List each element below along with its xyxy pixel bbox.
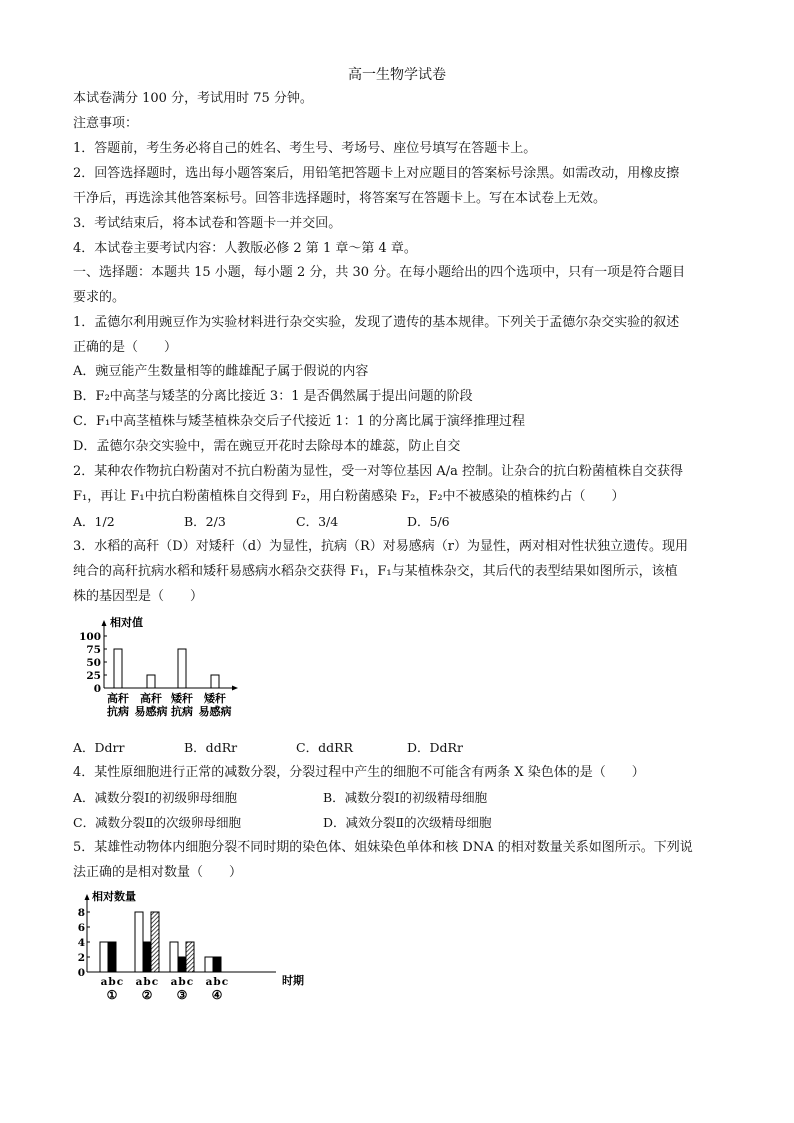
chart2-series-label: b (178, 976, 186, 988)
chart2-bar (205, 957, 213, 972)
chart2-series-label: b (213, 976, 221, 988)
q2-option-a: A．1/2 (73, 514, 115, 529)
q4-option-c: C．减数分裂Ⅱ的次级卵母细胞 (73, 815, 242, 830)
chart1-bar (211, 675, 219, 688)
chart1-x-arrow (232, 686, 238, 691)
chart1-bar (114, 649, 122, 688)
q1-option-a: A．豌豆能产生数量相等的雌雄配子属于假说的内容 (73, 364, 369, 379)
q2-options (73, 513, 450, 531)
q3-stem-line3: 株的基因型是（ ） (73, 589, 204, 604)
chart2-ytick-label: 0 (77, 967, 85, 979)
q5-stem-line2: 法正确的是相对数量（ ） (73, 865, 243, 880)
q3-stem-line2: 纯合的高秆抗病水稻和矮秆易感病水稻杂交获得 F₁，F₁与某植株杂交，其后代的表型结果如图所示，该植 (73, 564, 678, 579)
q3-option-a: A．Ddrr (73, 740, 125, 755)
q2-stem-line1: 2．某种农作物抗白粉菌对不抗白粉菌为显性，受一对等位基因 A/a 控制。让杂合的抗白粉菌植株自交获得 (73, 464, 684, 479)
q2-option-b: B．2/3 (184, 514, 226, 529)
q3-stem-line1: 3．水稻的高秆（D）对矮秆（d）为显性，抗病（R）对易感病（r）为显性，两对相对性状独立遗传。现用 (73, 539, 689, 554)
notice-4: 4．本试卷主要考试内容：人教版必修 2 第 1 章～第 4 章。 (73, 241, 417, 256)
q1-stem-line2: 正确的是（ ） (73, 340, 178, 355)
section-header-line2: 要求的。 (73, 290, 126, 305)
chart2-ytick-label: 6 (77, 922, 85, 934)
notice-2-line2: 干净后，再选涂其他答案标号。回答非选择题时，将答案写在答题卡上。写在本试卷上无效。 (73, 191, 607, 206)
chart1-ytick-label: 25 (86, 670, 101, 682)
chart2-bar (178, 957, 186, 972)
chart2-series-label: a (205, 976, 213, 988)
chart2-series-label: b (108, 976, 116, 988)
q1-option-d: D．孟德尔杂交实验中，需在豌豆开花时去除母本的雄蕊，防止自交 (73, 439, 461, 454)
chart1-category-label: 易感病 (134, 705, 168, 718)
chart2-series-label: c (221, 976, 229, 988)
chart2-series-label: b (143, 976, 151, 988)
q4-options-row1 (73, 789, 487, 807)
chart2-bar (213, 957, 221, 972)
chart2-period-label: ② (141, 988, 153, 1002)
chart1-y-arrow (102, 620, 107, 626)
chart2-ylabel: 相对数量 (92, 890, 136, 903)
q2-option-c: C．3/4 (296, 514, 339, 529)
chart1-bar (147, 675, 155, 688)
chart2-bar (170, 942, 178, 972)
q3-options (73, 739, 463, 757)
chart1-category-label: 易感病 (198, 705, 232, 718)
chart2-bar (151, 912, 159, 972)
chart1-ytick-label: 75 (86, 644, 101, 656)
chart1-ytick-label: 100 (79, 631, 101, 643)
chart1-category-label: 高秆 (107, 692, 129, 705)
chart2-series-label: c (186, 976, 194, 988)
chart1-bar (178, 649, 186, 688)
chart2-period-label: ③ (176, 988, 188, 1002)
q4-stem: 4．某性原细胞进行正常的减数分裂，分裂过程中产生的细胞不可能含有两条 X 染色体的是（ ） (73, 765, 645, 780)
chart2-series-label: c (116, 976, 124, 988)
q1-option-b: B．F₂中高茎与矮茎的分离比接近 3：1 是否偶然属于提出问题的阶段 (73, 389, 473, 404)
chart2-bar (108, 942, 116, 972)
cell-division-bar-chart (76, 888, 316, 1003)
chart2-series-label: c (151, 976, 159, 988)
chart2-bar (186, 942, 194, 972)
q3-option-d: D．DdRr (407, 740, 463, 755)
chart1-ytick-label: 0 (93, 683, 101, 695)
q1-stem-line1: 1．孟德尔利用豌豆作为实验材料进行杂交实验，发现了遗传的基本规律。下列关于孟德尔杂交实验的叙述 (73, 315, 680, 330)
chart2-ytick-label: 8 (77, 907, 85, 919)
chart2-series-label: a (100, 976, 108, 988)
chart1-category-label: 抗病 (107, 705, 129, 718)
chart1-category-label: 抗病 (171, 705, 193, 718)
phenotype-bar-chart (76, 614, 246, 726)
chart2-bar (100, 942, 108, 972)
chart2-bar (143, 942, 151, 972)
chart2-bar (135, 912, 143, 972)
notice-3: 3．考试结束后，将本试卷和答题卡一并交回。 (73, 216, 342, 231)
chart2-series-label: a (170, 976, 178, 988)
q3-option-c: C．ddRR (296, 740, 353, 755)
q2-stem-line2: F₁，再让 F₁中抗白粉菌植株自交得到 F₂，用白粉菌感染 F₂，F₂中不被感染的植株约占（ ） (73, 489, 625, 504)
chart2-ytick-label: 4 (77, 937, 85, 949)
chart2-ytick-label: 2 (77, 952, 85, 964)
chart2-y-arrow (85, 894, 90, 900)
chart2-period-label: ④ (211, 988, 223, 1002)
notice-header: 注意事项： (73, 116, 139, 131)
chart2-xlabel: 时期 (282, 974, 304, 987)
q1-option-c: C．F₁中高茎植株与矮茎植株杂交后子代接近 1：1 的分离比属于演绎推理过程 (73, 414, 525, 429)
full-score-note: 本试卷满分 100 分，考试用时 75 分钟。 (73, 91, 313, 106)
chart1-category-label: 矮秆 (171, 692, 193, 705)
chart2-series-label: a (135, 976, 143, 988)
notice-2-line1: 2．回答选择题时，选出每小题答案后，用铅笔把答题卡上对应题目的答案标号涂黑。如需改动，用橡皮擦 (73, 166, 680, 181)
chart1-ytick-label: 50 (86, 657, 101, 669)
chart2-period-label: ① (106, 988, 118, 1002)
chart1-category-label: 高秆 (140, 692, 162, 705)
section-header-line1: 一、选择题：本题共 15 小题，每小题 2 分，共 30 分。在每小题给出的四个选项中，只有一项是符合题目 (73, 265, 686, 280)
q4-option-a: A．减数分裂Ⅰ的初级卵母细胞 (73, 790, 237, 805)
q3-option-b: B．ddRr (184, 740, 238, 755)
chart1-ylabel: 相对值 (110, 616, 143, 629)
q4-option-d: D．减效分裂Ⅱ的次级精母细胞 (323, 815, 492, 830)
chart1-category-label: 矮秆 (204, 692, 226, 705)
q4-option-b: B．减数分裂Ⅰ的初级精母细胞 (323, 790, 488, 805)
q2-option-d: D．5/6 (407, 514, 450, 529)
notice-1: 1．答题前，考生务必将自己的姓名、考生号、考场号、座位号填写在答题卡上。 (73, 141, 537, 156)
page-title: 高一生物学试卷 (348, 67, 446, 83)
q4-options-row2 (73, 814, 492, 832)
q5-stem-line1: 5．某雄性动物体内细胞分裂不同时期的染色体、姐妹染色单体和核 DNA 的相对数量关系如图所示。下列说 (73, 840, 693, 855)
